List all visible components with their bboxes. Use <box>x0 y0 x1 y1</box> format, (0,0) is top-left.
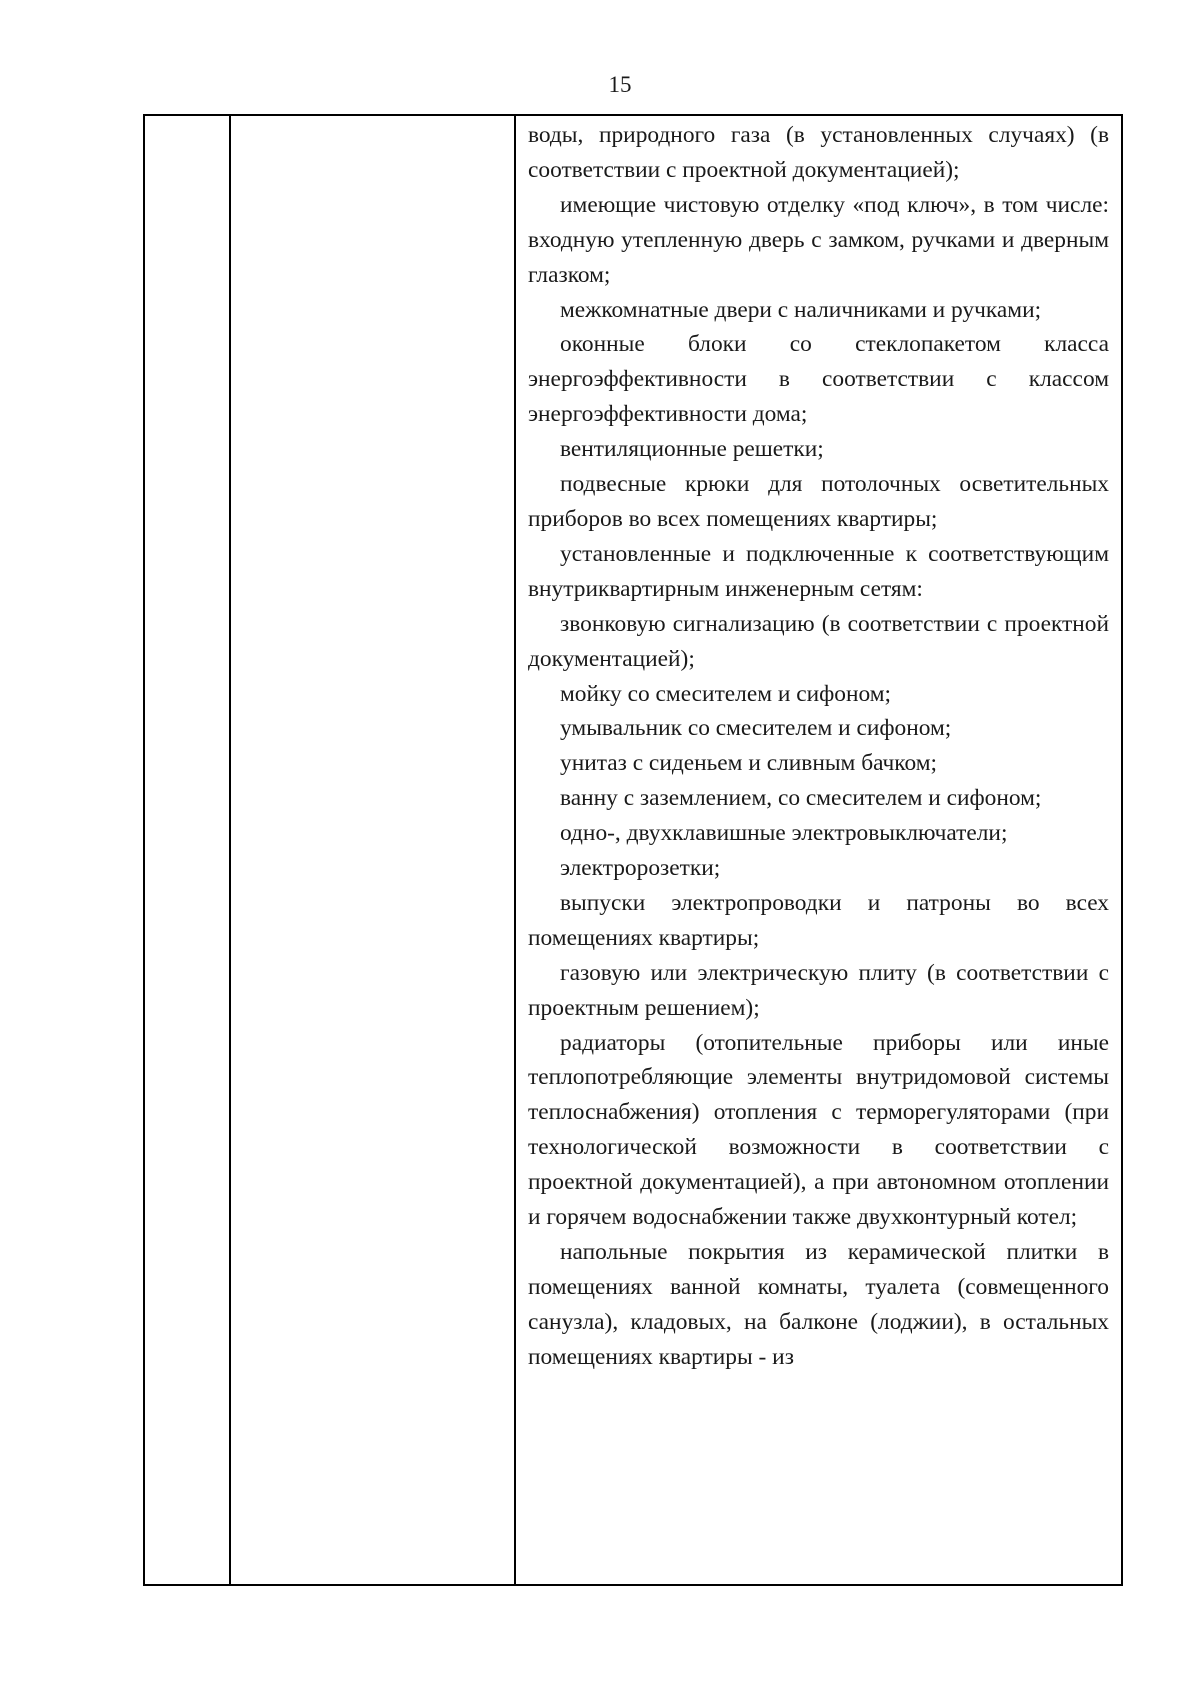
description-paragraph: оконные блоки со стеклопакетом класса энергоэффективности в соответствии с классом энергоэффективности дома; <box>528 331 1109 428</box>
description-paragraph: установленные и подключенные к соответствующим внутриквартирным инженерным сетям: <box>528 540 1109 602</box>
requirements-table <box>143 114 1123 1586</box>
description-paragraph: напольные покрытия из керамической плитки в помещениях ванной комнаты, туалета (совмещенного санузла), кладовых, на балконе (лоджии), в остальных помещениях квартиры - из <box>528 1239 1109 1370</box>
table-cell-number <box>145 116 231 1584</box>
table-cell-description <box>516 116 1121 1584</box>
description-paragraph: унитаз с сиденьем и сливным бачком; <box>560 750 938 777</box>
description-paragraph: радиаторы (отопительные приборы или иные теплопотребляющие элементы внутридомовой системы теплоснабжения) отопления с терморегуляторами (при технологической возможности в соответствии с проектной документацией), а при автономном отоплении и горячем водоснабжении также двухконтурный котел; <box>528 1029 1109 1231</box>
description-paragraph: газовую или электрическую плиту (в соответствии с проектным решением); <box>528 959 1109 1021</box>
description-paragraph: мойку со смесителем и сифоном; <box>560 680 892 707</box>
page-number: 15 <box>608 72 632 97</box>
description-paragraph: одно-, двухклавишные электровыключатели; <box>560 820 1008 847</box>
description-paragraph: умывальник со смесителем и сифоном; <box>560 715 952 742</box>
description-paragraph: воды, природного газа (в установленных случаях) (в соответствии с проектной документацией); <box>528 122 1109 183</box>
description-paragraph: межкомнатные двери с наличниками и ручками; <box>560 296 1042 323</box>
description-paragraph: выпуски электропроводки и патроны во всех помещениях квартиры; <box>528 889 1109 951</box>
description-paragraph: подвесные крюки для потолочных осветительных приборов во всех помещениях квартиры; <box>528 471 1109 532</box>
description-paragraph: вентиляционные решетки; <box>560 436 824 463</box>
description-paragraph: звонковую сигнализацию (в соответствии с проектной документацией); <box>528 610 1109 672</box>
description-paragraph: ванну с заземлением, со смесителем и сифоном; <box>560 785 1042 812</box>
description-paragraph: имеющие чистовую отделку «под ключ», в том числе: входную утепленную дверь с замком, ручками и дверным глазком; <box>528 191 1109 288</box>
table-cell-name <box>231 116 516 1584</box>
description-paragraph: электророзетки; <box>560 855 721 882</box>
